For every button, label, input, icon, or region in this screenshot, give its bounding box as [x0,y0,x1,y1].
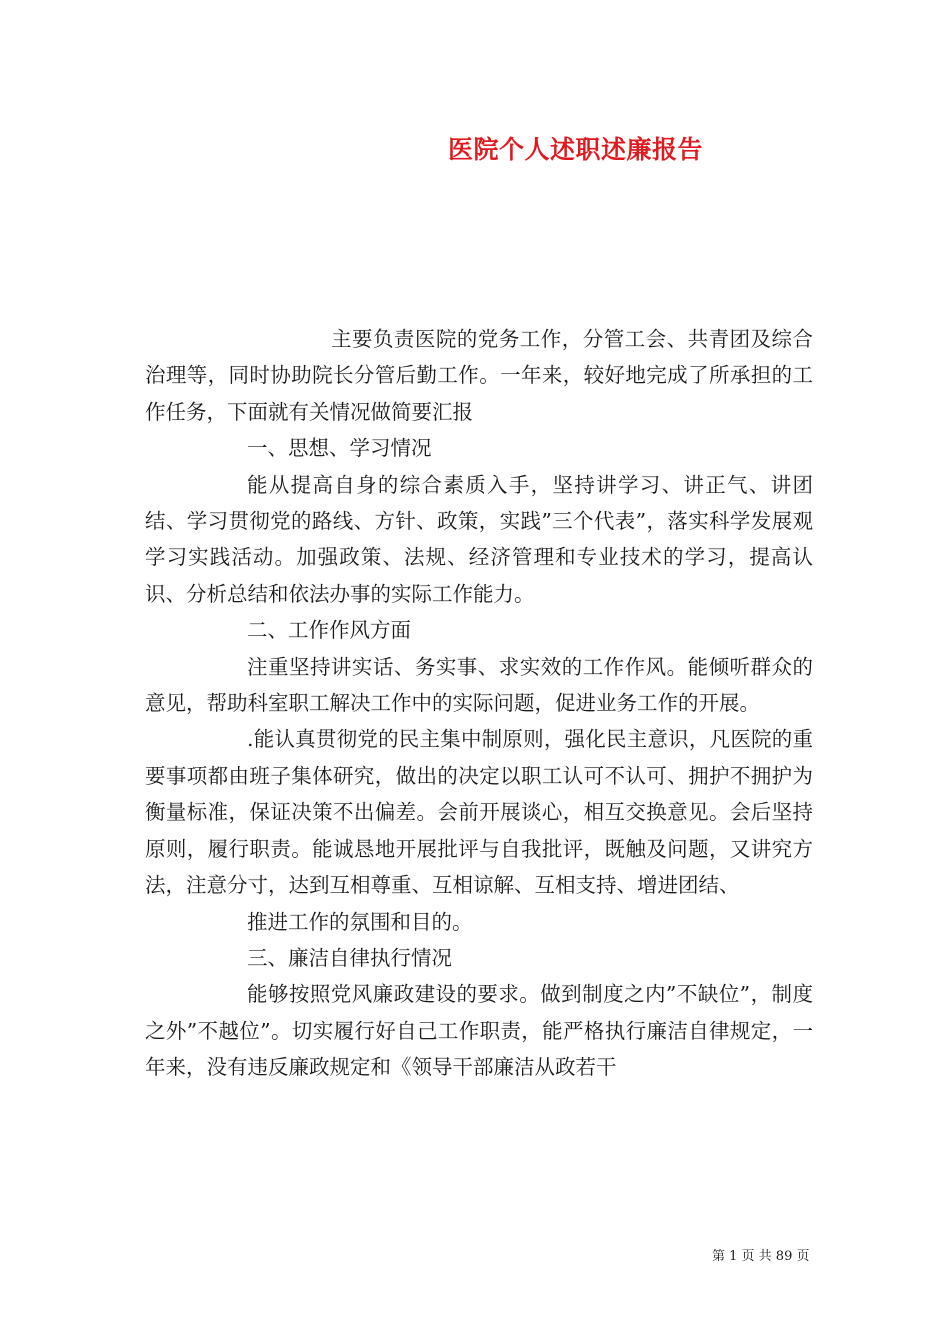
paragraph-continuation: 推进工作的氛围和目的。 [247,909,473,934]
paragraph-integrity: 能够按照党风廉政建设的要求。做到制度之内”不缺位”，制度之外”不越位”。切实履行好自己工作职责，能严格执行廉洁自律规定，一年来，没有违反廉政规定和《领导干部廉洁从政若干 [145,982,813,1080]
document-title: 医院个人述职述廉报告 [448,135,704,164]
section-heading-3: 三、廉洁自律执行情况 [247,945,452,970]
paragraph-study: 能从提高自身的综合素质入手，坚持讲学习、讲正气、讲团结、学习贯彻党的路线、方针、政策，实践”三个代表”，落实科学发展观学习实践活动。加强政策、法规、经济管理和专业技术的学习，提高认识、分析总结和依法办事的实际工作能力。 [145,472,813,606]
paragraph-intro: 主要负责医院的党务工作，分管工会、共青团及综合治理等，同时协助院长分管后勤工作。一年来，较好地完成了所承担的工作任务，下面就有关情况做简要汇报 [145,327,813,424]
paragraph-work-style: 注重坚持讲实话、务实事、求实效的工作作风。能倾听群众的意见，帮助科室职工解决工作中的实际问题，促进业务工作的开展。 [145,654,813,716]
section-heading-2: 二、工作作风方面 [247,618,411,643]
paragraph-democracy: .能认真贯彻党的民主集中制原则，强化民主意识，凡医院的重要事项都由班子集体研究，做出的决定以职工认可不认可、拥护不拥护为衡量标准，保证决策不出偏差。会前开展谈心，相互交换意见。会后坚持原则，履行职责。能诚恳地开展批评与自我批评，既触及问题，又讲究方法，注意分寸，达到互相尊重、互相谅解、互相支持、增进团结、 [145,727,813,898]
page-number: 第 1 页 共 89 页 [712,1249,810,1264]
document-body [145,321,813,1086]
section-heading-1: 一、思想、学习情况 [247,436,432,461]
